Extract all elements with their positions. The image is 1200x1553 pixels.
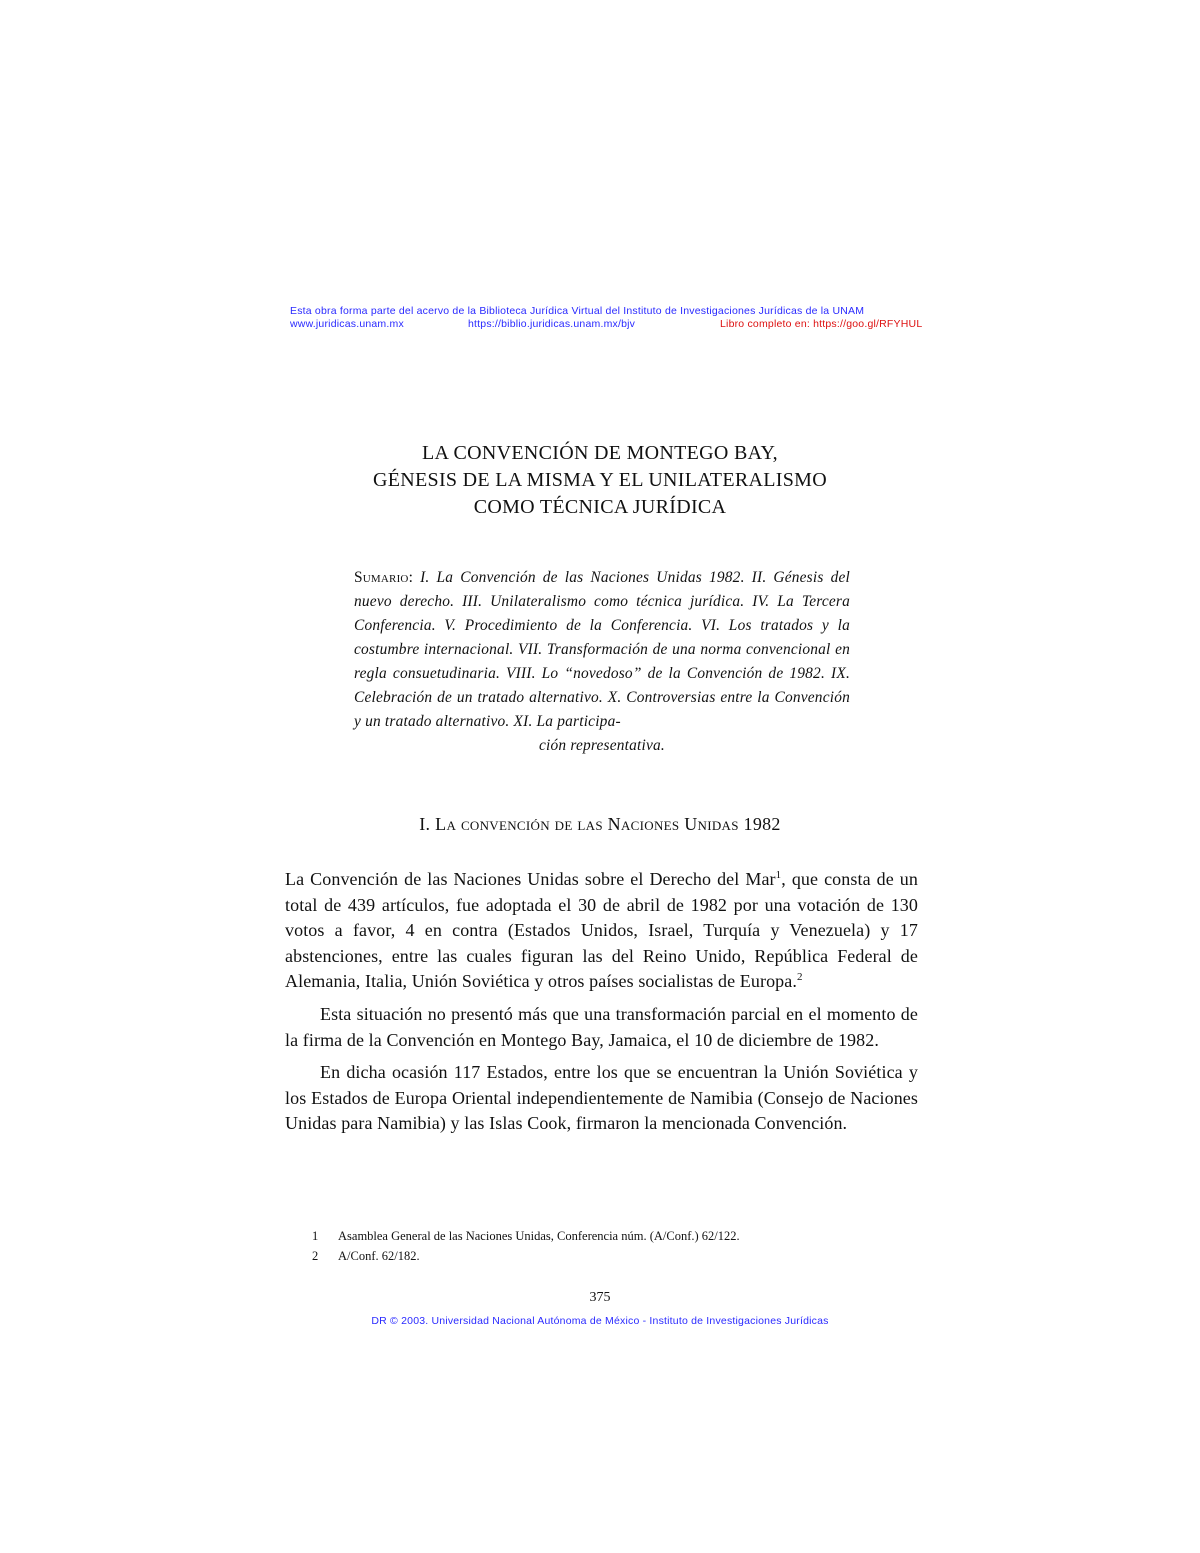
paragraph-3: En dicha ocasión 117 Estados, entre los que se encuentran la Unión Soviética y los Estados de Europa Oriental independientemente de Namibia (Consejo de Naciones Unidas para Namibia) y las Islas Cook, firmaron la mencionada Convención. [285, 1062, 918, 1134]
biblio-link[interactable]: https://biblio.juridicas.unam.mx/bjv [468, 318, 636, 330]
summary-items: I. La Convención de las Naciones Unidas 1982. II. Génesis del nuevo derecho. III. Unilateralismo como técnica jurídica. IV. La Tercera Conferencia. V. Procedimiento de la Conferencia. VI. Los tratados y la costumbre internacional. VII. Transformación de una norma convencional en regla consuetudinaria. VIII. Lo “novedoso” de la Convención de 1982. IX. Celebración de un tratado alternativo. X. Controversias entre la Convención y un tratado alternativo. XI. La participa- [354, 569, 850, 730]
book-url[interactable]: https://goo.gl/RFYHUL [813, 318, 923, 330]
paragraph-2: Esta situación no presentó más que una transformación parcial en el momento de la firma de la Convención en Montego Bay, Jamaica, el 10 de diciembre de 1982. [285, 1003, 918, 1050]
footnote-text: A/Conf. 62/182. [338, 1249, 420, 1263]
footnote-item [312, 1246, 912, 1266]
page-number: 375 [589, 1290, 611, 1305]
paragraph-1 [285, 867, 918, 995]
summary-lead: Sumario: [354, 569, 414, 586]
chapter-title-line2: GÉNESIS DE LA MISMA Y EL UNILATERALISMO [373, 469, 827, 491]
footnote-number: 1 [312, 1229, 319, 1243]
book-link-group[interactable] [720, 318, 922, 331]
body-text [285, 867, 918, 1144]
chapter-title-line3: COMO TÉCNICA JURÍDICA [473, 496, 727, 518]
summary-last-line: ción representativa. [539, 737, 665, 754]
paragraph-1-text-b: , que consta de un total de 439 artículos, fue adoptada el 30 de abril de 1982 por una votación de 130 votos a favor, 4 en contra (Estados Unidos, Israel, Turquía y Venezuela) y 17 abstenciones, entre las cuales figuran las del Reino Unido, República Federal de Alemania, Italia, Unión Soviética y otros países socialistas de Europa. [285, 869, 918, 992]
chapter-title [300, 440, 900, 521]
library-notice-text: Esta obra forma parte del acervo de la Biblioteca Jurídica Virtual del Instituto de Investigaciones Jurídicas de la UNAM [290, 305, 865, 317]
copyright-notice: DR © 2003. Universidad Nacional Autónoma de México - Instituto de Investigaciones Jurídicas [371, 1315, 829, 1327]
footnote-item [312, 1226, 912, 1246]
footnote-number: 2 [312, 1249, 319, 1263]
book-label: Libro completo en: [720, 318, 810, 330]
section-heading: I. La convención de las Naciones Unidas 1982 [419, 814, 781, 834]
library-notice [290, 305, 940, 331]
footnote-ref-1[interactable]: 1 [775, 869, 782, 881]
footnote-text: Asamblea General de las Naciones Unidas, Conferencia núm. (A/Conf.) 62/122. [338, 1229, 740, 1243]
paragraph-1-text-a: La Convención de las Naciones Unidas sobre el Derecho del Mar [285, 869, 776, 889]
site-link[interactable]: www.juridicas.unam.mx [290, 318, 404, 330]
footnotes [312, 1226, 912, 1266]
summary [354, 566, 850, 758]
chapter-title-line1: LA CONVENCIÓN DE MONTEGO BAY, [422, 442, 778, 464]
footnote-ref-2[interactable]: 2 [796, 971, 803, 984]
